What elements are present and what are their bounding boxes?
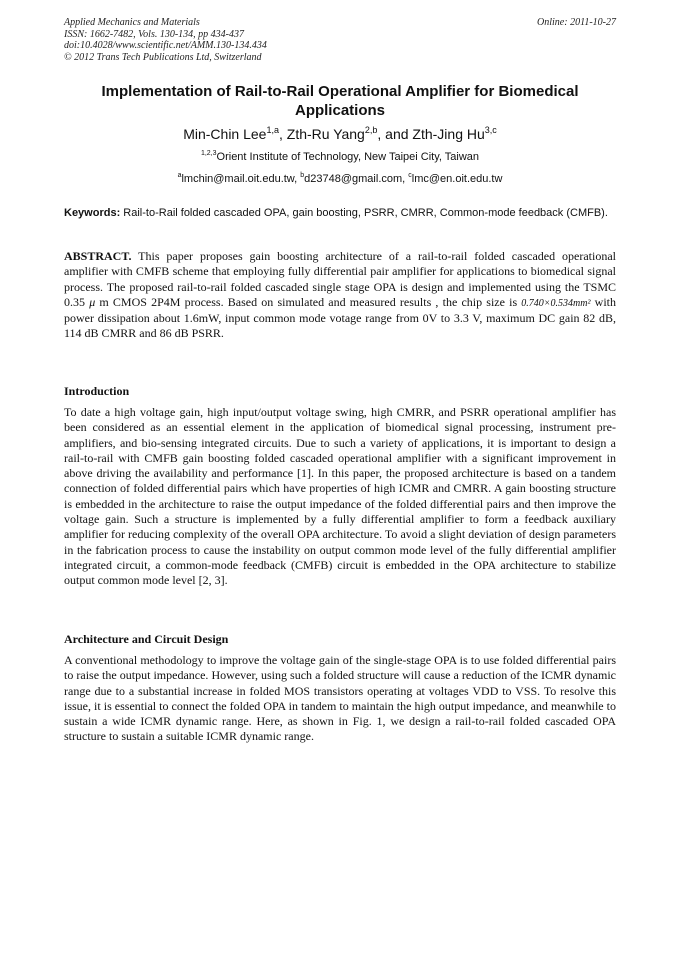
doi-line: doi:10.4028/www.scientific.net/AMM.130-134.434: [64, 40, 267, 51]
author-list: [64, 125, 616, 143]
keywords-label: Keywords:: [64, 207, 121, 219]
email-address: lmc@en.oit.edu.tw: [411, 173, 503, 185]
abstract: [64, 249, 616, 342]
section-heading-architecture: Architecture and Circuit Design: [64, 632, 229, 646]
abstract-label: ABSTRACT.: [64, 249, 132, 263]
affiliation: [64, 150, 616, 164]
affiliation-mark: 1,2,3: [200, 150, 217, 157]
author-affiliation-mark: 2,b: [364, 125, 378, 135]
author-name: Min-Chin Lee: [183, 126, 267, 142]
email-list: [64, 172, 616, 186]
journal-header: [64, 17, 616, 63]
abstract-text: m CMOS 2P4M process. Based on simulated and measured results , the chip size is: [95, 294, 522, 309]
keywords: [64, 206, 616, 220]
email-address: d23748@gmail.com,: [304, 173, 409, 185]
mu-symbol: μ: [89, 294, 96, 309]
author-name: Zth-Ru Yang: [286, 126, 365, 142]
section-heading-introduction: Introduction: [64, 384, 130, 398]
abstract-text: This paper proposes gain boosting architecture of a rail-to-rail folded cascaded operational amplifier with CMFB scheme that employing fully differential pair amplifier for applications to biomedical signal process. The proposed rail-to-rail folded cascaded single stage OPA is design and implemented using the TSMC 0.35: [64, 249, 616, 309]
keywords-text: Rail-to-Rail folded cascaded OPA, gain boosting, PSRR, CMRR, Common-mode feedback (CMFB).: [120, 207, 608, 219]
email-address: lmchin@mail.oit.edu.tw,: [181, 173, 301, 185]
author-affiliation-mark: 3,c: [484, 125, 497, 135]
email-mark: b: [300, 172, 305, 179]
online-date: Online: 2011-10-27: [537, 17, 616, 28]
affiliation-text: Orient Institute of Technology, New Taipei City, Taiwan: [216, 151, 480, 163]
abstract-text: with power dissipation about 1.6mW, input common mode votage range from 0V to 3.3 V, maximum DC gain 82 dB, 114 dB CMRR and 86 dB PSRR.: [64, 294, 617, 341]
paper-title: Implementation of Rail-to-Rail Operational Amplifier for Biomedical Applications: [101, 83, 579, 119]
email-mark: c: [408, 172, 412, 179]
introduction-paragraph: To date a high voltage gain, high input/output voltage swing, high CMRR, and PSRR operational amplifier has been considered as an essential element in the application of biomedical signal processing, instrument pre-amplifiers, and bio-sensing integrated circuits. Due to such a variety of applications, it is important to design a rail-to-rail with CMFB gain boosting folded cascaded operational amplifier with a significant improvement in above driving the availability and performance [1]. In this paper, the proposed architecture is based on a tandem connection of folded differential pairs which have properties of high ICMR and CMRR. A gain boosting structure is embedded in the architecture to raise the output impedance of the folded differential pairs and then improve the voltage gain. Such a structure is implemented by a fully differential amplifier to form a feedback auxiliary amplifier for reducing complexity of the overall OPA architecture. To avoid a slight deviation of design parameters in the fabrication process to cause the instability on output common mode level of the fully differential amplifier integrated circuit, a common-mode feedback (CMFB) circuit is embedded in the OPA architecture to stabilize output common mode level [2, 3].: [64, 405, 616, 588]
email-mark: a: [177, 172, 182, 179]
author-name: Zth-Jing Hu: [412, 126, 485, 142]
architecture-paragraph: A conventional methodology to improve the voltage gain of the single-stage OPA is to use folded differential pairs to raise the output impedance. However, using such a folded structure will cause a reduction of the ICMR dynamic range due to a substantial increase in folded MOS transistors operating at voltages VDD to VSS. To resolve this issue, it is essential to connect the folded OPA in tandem to maintain the high output impedance, and meanwhile to sustain a wide ICMR dynamic range. Here, as shown in Fig. 1, we design a rail-to-rail folded cascaded OPA structure to sustain a suitable ICMR dynamic range.: [64, 653, 616, 744]
journal-name: Applied Mechanics and Materials: [64, 17, 200, 28]
author-separator: , and: [377, 126, 413, 142]
chip-size-formula: 0.740×0.534mm²: [521, 297, 591, 309]
issn-line: ISSN: 1662-7482, Vols. 130-134, pp 434-437: [64, 28, 244, 40]
author-separator: ,: [278, 126, 287, 142]
author-affiliation-mark: 1,a: [266, 125, 279, 135]
copyright-line: © 2012 Trans Tech Publications Ltd, Switzerland: [64, 51, 262, 63]
